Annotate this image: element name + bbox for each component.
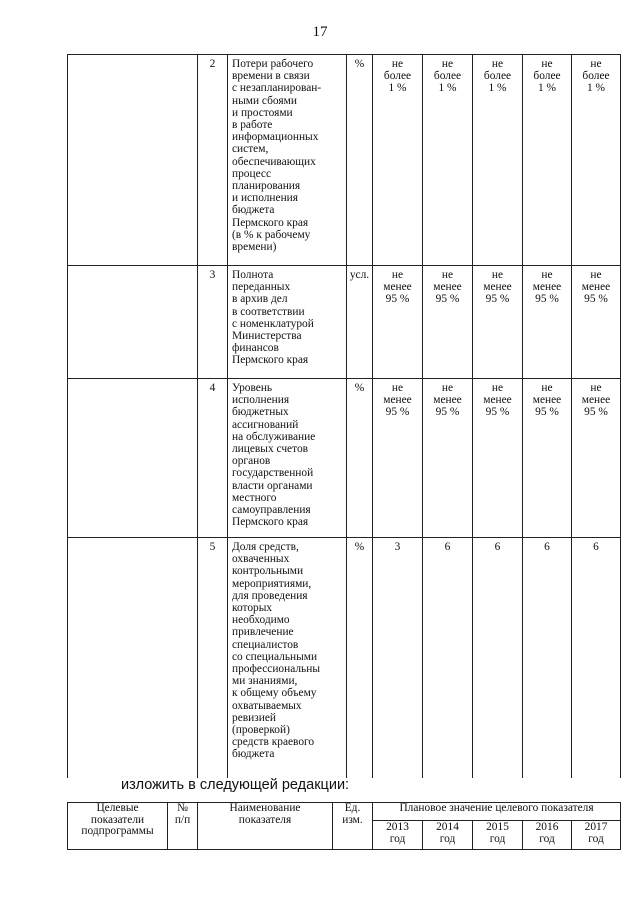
indicator-name-line: финансов bbox=[232, 342, 279, 355]
year-header bbox=[373, 821, 423, 850]
indicator-name-line: Пермского края bbox=[232, 516, 309, 529]
target-value-line: 95 % bbox=[485, 293, 510, 306]
indicator-name-line: Пермского края bbox=[232, 354, 309, 367]
indicator-name-line: систем, bbox=[232, 143, 269, 156]
year-header-line: год bbox=[389, 832, 406, 845]
header-line: показателя bbox=[238, 813, 292, 826]
page-number: 17 bbox=[312, 24, 328, 40]
target-value-line: не bbox=[590, 58, 602, 70]
target-value-line: не bbox=[491, 269, 504, 281]
target-value-line: 95 % bbox=[485, 406, 510, 419]
header-line: п/п bbox=[174, 813, 191, 826]
target-value-line: 95 % bbox=[385, 406, 410, 419]
target-value-line: менее bbox=[483, 281, 512, 294]
indicator-name-line: ревизией bbox=[232, 711, 276, 724]
header-unit bbox=[333, 803, 373, 850]
indicator-name-line: бюджета bbox=[232, 748, 275, 761]
header-target-indicators bbox=[68, 803, 168, 850]
target-value-line: менее bbox=[483, 394, 512, 407]
intro-text: изложить в следующей редакции: bbox=[121, 777, 350, 793]
indicator-name-line: и простоями bbox=[232, 106, 293, 119]
year-header bbox=[423, 821, 473, 850]
row-number: 2 bbox=[198, 55, 228, 266]
indicator-name-line: к общему объему bbox=[232, 687, 317, 700]
indicator-name-line: местного bbox=[232, 491, 277, 504]
indicator-name-line: процесс bbox=[232, 167, 272, 180]
target-value-line: более bbox=[483, 70, 512, 83]
target-value bbox=[572, 266, 621, 379]
indicator-name bbox=[228, 379, 347, 538]
target-value bbox=[423, 55, 473, 266]
header-line: показатели bbox=[90, 813, 145, 826]
table-row bbox=[68, 266, 621, 379]
indicator-name-line: переданных bbox=[232, 281, 291, 294]
target-value-line: 95 % bbox=[584, 406, 608, 419]
indicator-name-line: ными сбоями bbox=[232, 94, 297, 107]
target-value-line: менее bbox=[433, 394, 462, 407]
empty-cell bbox=[68, 379, 198, 538]
target-value bbox=[373, 379, 423, 538]
indicator-name-line: которых bbox=[232, 602, 273, 615]
unit: % bbox=[347, 538, 373, 778]
indicators-table-header bbox=[67, 802, 621, 850]
row-number: 3 bbox=[198, 266, 228, 379]
indicator-name-line: (в % к рабочему bbox=[232, 228, 311, 241]
indicator-name-line: бюджетных bbox=[232, 406, 289, 419]
year-header-line: 2014 bbox=[436, 821, 459, 833]
indicator-name-line: специалистов bbox=[232, 638, 299, 651]
year-header-line: 2015 bbox=[486, 821, 509, 833]
indicator-name-line: Уровень bbox=[232, 382, 273, 394]
indicator-name-line: Пермского края bbox=[232, 216, 309, 229]
indicator-name-line: власти органами bbox=[232, 479, 313, 492]
target-value bbox=[572, 538, 621, 778]
target-value-line: не bbox=[391, 269, 404, 281]
year-header bbox=[572, 821, 621, 850]
table-row bbox=[68, 379, 621, 538]
indicator-name-line: Доля средств, bbox=[232, 541, 299, 553]
header-indicator-name bbox=[198, 803, 333, 850]
row-number: 4 bbox=[198, 379, 228, 538]
target-value-line: более bbox=[533, 70, 561, 83]
indicator-name-line: планирования bbox=[232, 180, 301, 193]
indicator-name-line: обеспечивающих bbox=[232, 155, 316, 168]
indicator-name-line: лицевых счетов bbox=[232, 443, 309, 456]
indicator-name-line: с незапланирован- bbox=[232, 82, 322, 95]
target-value-line: не bbox=[541, 58, 553, 70]
target-value bbox=[523, 538, 572, 778]
year-header bbox=[523, 821, 572, 850]
header-line: подпрограммы bbox=[81, 825, 154, 838]
target-value-line: менее bbox=[581, 281, 611, 294]
target-value-line: менее bbox=[383, 281, 412, 294]
target-value bbox=[523, 55, 572, 266]
target-value bbox=[473, 379, 523, 538]
target-value bbox=[572, 55, 621, 266]
indicator-name-line: охватываемых bbox=[232, 699, 302, 712]
unit: % bbox=[347, 55, 373, 266]
header-line: изм. bbox=[342, 813, 363, 826]
indicator-name-line: времени в связи bbox=[232, 70, 310, 83]
target-value bbox=[373, 55, 423, 266]
indicator-name-line: Полнота bbox=[232, 269, 274, 281]
indicator-name-line: необходимо bbox=[232, 614, 290, 627]
indicator-name-line: информационных bbox=[232, 131, 319, 144]
target-value-line: 95 % bbox=[584, 293, 608, 306]
target-value-line: 1 % bbox=[537, 82, 557, 95]
target-value-line: 95 % bbox=[535, 406, 559, 419]
header-line: № bbox=[177, 802, 188, 814]
indicator-name-line: ассигнований bbox=[232, 418, 299, 431]
year-header-line: год bbox=[539, 832, 555, 845]
target-value-line: менее bbox=[433, 281, 462, 294]
target-value-line: не bbox=[441, 382, 454, 394]
target-value-line: не bbox=[590, 382, 602, 394]
target-value bbox=[373, 538, 423, 778]
indicator-name-line: со специальными bbox=[232, 650, 318, 663]
target-value-line: 1 % bbox=[586, 82, 606, 95]
indicator-name bbox=[228, 538, 347, 778]
header-line: Целевые bbox=[96, 802, 139, 814]
target-value-line: не bbox=[491, 382, 504, 394]
indicator-name-line: профессиональны bbox=[232, 663, 320, 676]
target-value bbox=[523, 266, 572, 379]
indicator-name-line: в архив дел bbox=[232, 293, 288, 306]
empty-cell bbox=[68, 538, 198, 778]
indicator-name-line: на обслуживание bbox=[232, 430, 316, 443]
header-line: Ед. bbox=[344, 802, 361, 814]
indicator-name-line: в работе bbox=[232, 119, 273, 132]
target-value bbox=[473, 266, 523, 379]
year-header-line: год bbox=[588, 832, 604, 845]
target-value-line: не bbox=[590, 269, 602, 281]
target-value bbox=[373, 266, 423, 379]
target-value bbox=[423, 379, 473, 538]
header-plan-value: Плановое значение целевого показателя bbox=[373, 803, 621, 821]
target-value-line: не bbox=[541, 269, 553, 281]
target-value bbox=[473, 55, 523, 266]
target-value bbox=[572, 379, 621, 538]
target-value-line: 95 % bbox=[435, 406, 460, 419]
indicator-name-line: Министерства bbox=[232, 330, 302, 343]
table-row bbox=[68, 55, 621, 266]
indicator-name-line: времени) bbox=[232, 241, 277, 254]
header-number bbox=[168, 803, 198, 850]
indicator-name-line: (проверкой) bbox=[232, 724, 290, 737]
indicator-name-line: самоуправления bbox=[232, 504, 311, 517]
indicator-name-line: для проведения bbox=[232, 589, 308, 602]
empty-cell bbox=[68, 266, 198, 379]
year-header-line: 2017 bbox=[584, 821, 608, 833]
target-value-line: 95 % bbox=[535, 293, 559, 306]
indicator-name-line: контрольными bbox=[232, 565, 304, 578]
indicator-name-line: с номенклатурой bbox=[232, 317, 314, 330]
target-value-line: 6 bbox=[444, 541, 451, 553]
target-value bbox=[473, 538, 523, 778]
target-value-line: 1 % bbox=[388, 82, 407, 95]
target-value bbox=[523, 379, 572, 538]
indicator-name-line: исполнения bbox=[232, 394, 290, 407]
header-line: Наименование bbox=[229, 802, 301, 814]
target-value-line: менее bbox=[532, 394, 562, 407]
target-value-line: не bbox=[441, 58, 454, 70]
year-header-line: год bbox=[489, 832, 506, 845]
unit: усл. bbox=[347, 266, 373, 379]
target-value-line: не bbox=[441, 269, 454, 281]
target-value-line: более bbox=[383, 70, 412, 83]
target-value-line: 3 bbox=[394, 541, 401, 553]
target-value-line: 1 % bbox=[488, 82, 507, 95]
row-number: 5 bbox=[198, 538, 228, 778]
target-value-line: 1 % bbox=[438, 82, 457, 95]
indicator-name-line: органов bbox=[232, 455, 271, 468]
target-value-line: менее bbox=[383, 394, 412, 407]
indicator-name bbox=[228, 55, 347, 266]
target-value bbox=[423, 266, 473, 379]
unit: % bbox=[347, 379, 373, 538]
target-value-line: 6 bbox=[494, 541, 501, 553]
target-value-line: 6 bbox=[593, 541, 599, 553]
target-value-line: не bbox=[491, 58, 504, 70]
target-value-line: 6 bbox=[544, 541, 550, 553]
year-header-line: 2013 bbox=[386, 821, 409, 833]
target-value-line: 95 % bbox=[435, 293, 460, 306]
target-value-line: более bbox=[582, 70, 610, 83]
target-value-line: более bbox=[433, 70, 462, 83]
target-value-line: не bbox=[391, 382, 404, 394]
year-header-line: 2016 bbox=[535, 821, 559, 833]
indicator-name-line: в соответствии bbox=[232, 305, 305, 318]
indicator-name bbox=[228, 266, 347, 379]
indicator-name-line: средств краевого bbox=[232, 736, 315, 749]
indicators-table-continued bbox=[67, 54, 621, 778]
indicator-name-line: мероприятиями, bbox=[232, 577, 312, 590]
target-value-line: менее bbox=[581, 394, 611, 407]
target-value-line: менее bbox=[532, 281, 562, 294]
target-value-line: не bbox=[391, 58, 404, 70]
target-value-line: не bbox=[541, 382, 553, 394]
indicator-name-line: государственной bbox=[232, 467, 314, 480]
indicator-name-line: ми знаниями, bbox=[232, 675, 298, 688]
target-value bbox=[423, 538, 473, 778]
year-header-line: год bbox=[439, 832, 456, 845]
indicator-name-line: охваченных bbox=[232, 553, 290, 566]
indicator-name-line: Потери рабочего bbox=[232, 58, 314, 70]
indicator-name-line: привлечение bbox=[232, 626, 294, 639]
empty-cell bbox=[68, 55, 198, 266]
table-row bbox=[68, 538, 621, 778]
indicator-name-line: и исполнения bbox=[232, 192, 299, 205]
indicator-name-line: бюджета bbox=[232, 204, 275, 217]
target-value-line: 95 % bbox=[385, 293, 410, 306]
year-header bbox=[473, 821, 523, 850]
